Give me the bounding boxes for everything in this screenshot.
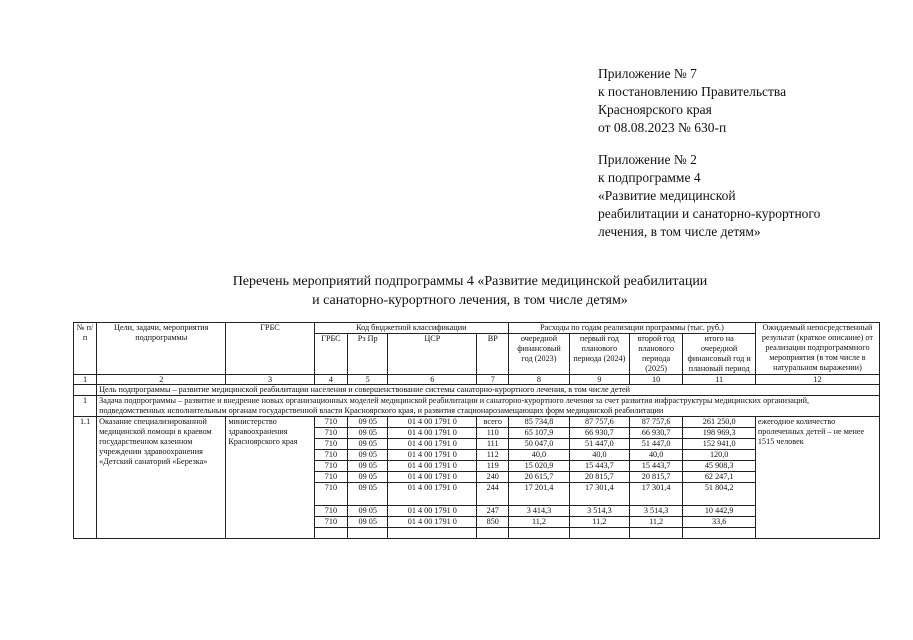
cell-rzpr: 09 05: [348, 417, 388, 428]
header-expenses: Расходы по годам реализации программы (тыс. руб.): [509, 323, 756, 334]
activity-num: 1.1: [74, 417, 97, 539]
cell-2025: 17 301,4: [629, 483, 683, 506]
task-row: [74, 396, 880, 417]
header-2023: очередной финансовый год (2023): [509, 334, 570, 375]
empty-cell: [388, 528, 477, 539]
cell-2024: 51 447,0: [569, 439, 629, 450]
cell-rzpr: 09 05: [348, 506, 388, 517]
cell-vr: 247: [477, 506, 509, 517]
cell-grbs: 710: [314, 506, 348, 517]
cell-rzpr: 09 05: [348, 450, 388, 461]
approval-line: от 08.08.2023 № 630-п: [598, 120, 727, 135]
cell-vr: 850: [477, 517, 509, 528]
cell-2025: 87 757,6: [629, 417, 683, 428]
cell-rzpr: 09 05: [348, 483, 388, 506]
cell-total: 62 247,1: [683, 472, 756, 483]
approval-line: Приложение № 2: [598, 152, 697, 167]
header-num: № п/п: [74, 323, 97, 375]
approval-line: «Развитие медицинской: [598, 188, 736, 203]
cell-total: 10 442,9: [683, 506, 756, 517]
empty-cell: [569, 528, 629, 539]
cell-grbs: 710: [314, 417, 348, 428]
cell-grbs: 710: [314, 428, 348, 439]
cell-grbs: 710: [314, 472, 348, 483]
empty-cell: [509, 528, 570, 539]
goal-text: Цель подпрограммы – развитие медицинской реабилитации населения и совершенствование системы санаторно-курортного лечения, в том числе детей: [97, 385, 880, 396]
column-number: 10: [629, 375, 683, 385]
approval-block-resolution: [598, 65, 786, 137]
cell-2024: 40,0: [569, 450, 629, 461]
column-number: 8: [509, 375, 570, 385]
approval-line: лечения, в том числе детям»: [598, 224, 761, 239]
cell-csr: 01 4 00 1791 0: [388, 472, 477, 483]
cell-2024: 15 443,7: [569, 461, 629, 472]
activity-text: Оказание специализированной медицинской помощи в краевом государственном казенном учреждении здравоохранения «Детский санаторий «Березка»: [97, 417, 226, 539]
cell-grbs: 710: [314, 517, 348, 528]
approval-block-subprogram: [598, 151, 820, 241]
table-row: [74, 417, 880, 428]
cell-total: 33,6: [683, 517, 756, 528]
cell-vr: 240: [477, 472, 509, 483]
cell-total: 261 250,0: [683, 417, 756, 428]
cell-csr: 01 4 00 1791 0: [388, 461, 477, 472]
cell-csr: 01 4 00 1791 0: [388, 439, 477, 450]
header-csr: ЦСР: [388, 334, 477, 375]
cell-total: 152 941,0: [683, 439, 756, 450]
cell-vr: 244: [477, 483, 509, 506]
cell-2023: 3 414,3: [509, 506, 570, 517]
header-vr: ВР: [477, 334, 509, 375]
cell-csr: 01 4 00 1791 0: [388, 506, 477, 517]
cell-2024: 17 301,4: [569, 483, 629, 506]
header-grbs: ГРБС: [226, 323, 314, 375]
header-grbs-code: ГРБС: [314, 334, 348, 375]
approval-line: к постановлению Правительства: [598, 84, 787, 99]
cell-rzpr: 09 05: [348, 461, 388, 472]
column-number: 6: [388, 375, 477, 385]
cell-csr: 01 4 00 1791 0: [388, 428, 477, 439]
header-rzpr: Рз Пр: [348, 334, 388, 375]
cell-vr: 112: [477, 450, 509, 461]
header-total: итого на очередной финансовый год и плановый период: [683, 334, 756, 375]
cell-2023: 17 201,4: [509, 483, 570, 506]
cell-2023: 20 615,7: [509, 472, 570, 483]
cell-2023: 85 734,8: [509, 417, 570, 428]
cell-2023: 65 107,9: [509, 428, 570, 439]
cell-2024: 87 757,6: [569, 417, 629, 428]
task-text: Задача подпрограммы – развитие и внедрение новых организационных моделей медицинской реабилитации и санаторно-курортного лечения за счет развития инфраструктуры медицинских организаций, подведомственных исполнительным органам государственной власти Красноярского края, и развития стационарозамещающих форм медицинской реабилитации: [97, 396, 880, 417]
cell-2025: 51 447,0: [629, 439, 683, 450]
cell-2025: 3 514,3: [629, 506, 683, 517]
cell-rzpr: 09 05: [348, 517, 388, 528]
empty-cell: [629, 528, 683, 539]
cell-rzpr: 09 05: [348, 439, 388, 450]
title-line-2: и санаторно-курортного лечения, в том числе детям»: [312, 293, 628, 308]
header-row-1: [74, 323, 880, 334]
cell-2025: 11,2: [629, 517, 683, 528]
cell-2023: 11,2: [509, 517, 570, 528]
empty-cell: [348, 528, 388, 539]
column-number: 5: [348, 375, 388, 385]
activities-table: [73, 322, 880, 539]
activity-expected-result: ежегодное количество пролеченных детей – не менее 1515 человек: [755, 417, 879, 539]
cell-2025: 40,0: [629, 450, 683, 461]
cell-2025: 20 815,7: [629, 472, 683, 483]
cell-2024: 20 815,7: [569, 472, 629, 483]
column-numbers-row: [74, 375, 880, 385]
cell-2023: 15 020,9: [509, 461, 570, 472]
approval-line: Приложение № 7: [598, 66, 697, 81]
column-number: 3: [226, 375, 314, 385]
header-2024: первый год планового периода (2024): [569, 334, 629, 375]
approval-line: к подпрограмме 4: [598, 170, 701, 185]
cell-vr: всего: [477, 417, 509, 428]
column-number: 7: [477, 375, 509, 385]
column-number: 12: [755, 375, 879, 385]
cell-vr: 111: [477, 439, 509, 450]
cell-2023: 40,0: [509, 450, 570, 461]
document-title: [150, 272, 790, 310]
goal-row: [74, 385, 880, 396]
cell-grbs: 710: [314, 439, 348, 450]
cell-2025: 66 930,7: [629, 428, 683, 439]
cell-2024: 3 514,3: [569, 506, 629, 517]
header-budget-code: Код бюджетной классификации: [314, 323, 508, 334]
title-line-1: Перечень мероприятий подпрограммы 4 «Развитие медицинской реабилитации: [232, 274, 708, 289]
cell-grbs: 710: [314, 450, 348, 461]
header-expected-result: Ожидаемый непосредственный результат (краткое описание) от реализации подпрограммного мероприятия (в том числе в натуральном выражении): [755, 323, 879, 375]
cell-total: 45 908,3: [683, 461, 756, 472]
cell-vr: 110: [477, 428, 509, 439]
cell-csr: 01 4 00 1791 0: [388, 417, 477, 428]
header-goals: Цели, задачи, мероприятия подпрограммы: [97, 323, 226, 375]
column-number: 1: [74, 375, 97, 385]
task-num: 1: [74, 396, 97, 417]
column-number: 4: [314, 375, 348, 385]
activity-grbs-name: министерство здравоохранения Красноярского края: [226, 417, 314, 539]
column-number: 2: [97, 375, 226, 385]
cell-2024: 66 930,7: [569, 428, 629, 439]
cell-total: 120,0: [683, 450, 756, 461]
cell-csr: 01 4 00 1791 0: [388, 483, 477, 506]
approval-line: реабилитации и санаторно-курортного: [598, 206, 821, 221]
cell-2024: 11,2: [569, 517, 629, 528]
approval-line: Красноярского края: [598, 102, 712, 117]
cell-2025: 15 443,7: [629, 461, 683, 472]
cell-grbs: 710: [314, 461, 348, 472]
cell-grbs: 710: [314, 483, 348, 506]
empty-cell: [477, 528, 509, 539]
empty-cell: [683, 528, 756, 539]
column-number: 9: [569, 375, 629, 385]
header-2025: второй год планового периода (2025): [629, 334, 683, 375]
cell-csr: 01 4 00 1791 0: [388, 517, 477, 528]
cell-csr: 01 4 00 1791 0: [388, 450, 477, 461]
column-number: 11: [683, 375, 756, 385]
cell-rzpr: 09 05: [348, 472, 388, 483]
empty-cell: [314, 528, 348, 539]
cell-total: 51 804,2: [683, 483, 756, 506]
cell-rzpr: 09 05: [348, 428, 388, 439]
cell-2023: 50 047,0: [509, 439, 570, 450]
cell-vr: 119: [477, 461, 509, 472]
goal-num-cell: [74, 385, 97, 396]
cell-total: 198 969,3: [683, 428, 756, 439]
